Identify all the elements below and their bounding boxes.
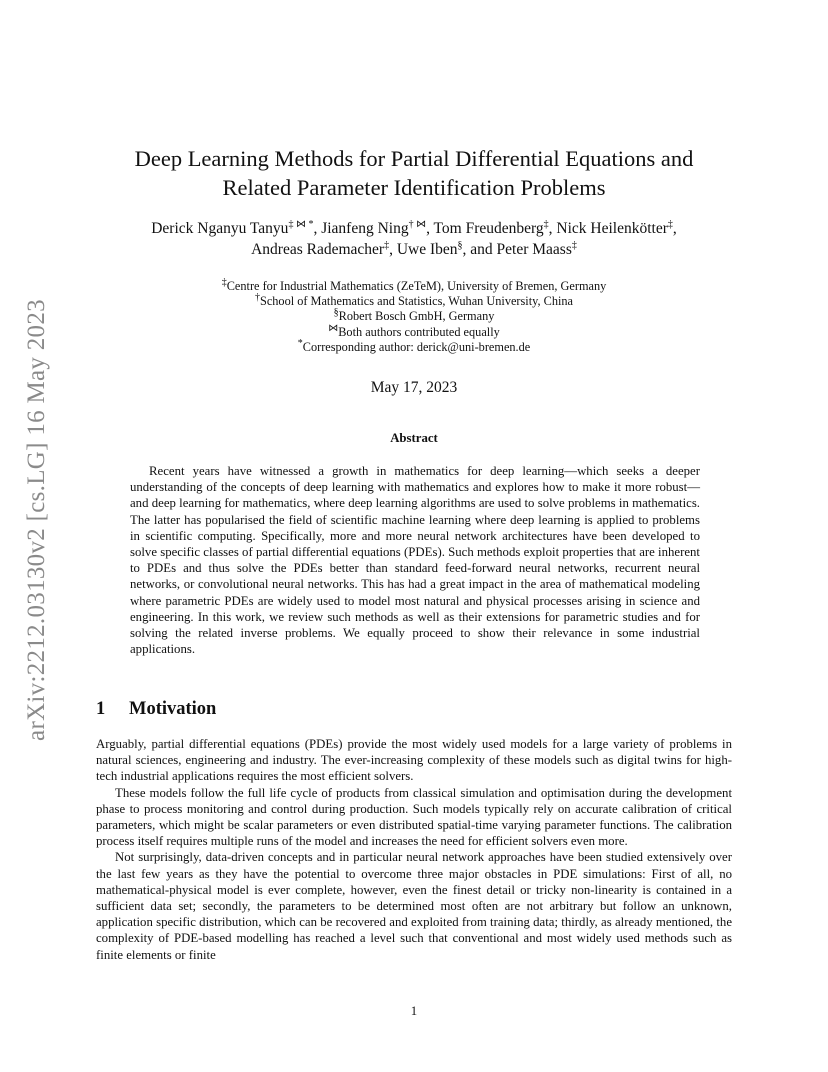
affiliation-text: Robert Bosch GmbH, Germany bbox=[338, 309, 495, 324]
affiliation-text: Both authors contributed equally bbox=[338, 324, 500, 339]
arxiv-stamp bbox=[22, 280, 52, 760]
affiliation-text: Centre for Industrial Mathematics (ZeTeM), University of Bremen, Germany bbox=[226, 279, 607, 293]
author-marks: ‡ bbox=[543, 218, 549, 230]
author-line-2 bbox=[96, 239, 732, 260]
affiliation-line bbox=[96, 322, 732, 340]
affiliation-line bbox=[96, 294, 732, 309]
paragraph: Not surprisingly, data-driven concepts and in particular neural network approaches have been studied extensively over the last few years as they have the potential to overcome three major obstacles in PDE simulations: First of all, no mathematical-physical model is ever complete, however, even the finest detail or tricky non-linearity is contained in a sufficient data set; secondly, the parameters to be determined most often are not arbitrary but follow an unknown, application specific distribution, which can be recovered and exploited from training data; thirdly, as already mentioned, the complexity of PDE-based modelling has reached a level such that conventional and most widely used methods such as finite elements or finite bbox=[96, 850, 732, 962]
affiliation-mark: * bbox=[297, 337, 303, 349]
affiliation-line bbox=[96, 276, 732, 294]
publication-date: May 17, 2023 bbox=[370, 379, 458, 396]
affiliation-line bbox=[96, 337, 732, 355]
author-marks: § bbox=[457, 239, 463, 251]
affiliation-mark: ⋈ bbox=[328, 322, 339, 334]
abstract-text: Recent years have witnessed a growth in mathematics for deep learning—which seeks a deeper understanding of the concepts of deep learning with mathematics and explores how to make it more robust—and deep learning for mathematics, where deep learning algorithms are used to solve problems in mathematics. The latter has popularised the field of scientific machine learning where deep learning is applied to problems in scientific computing. Specifically, more and more neural network architectures have been developed to solve specific classes of partial differential equations (PDEs). Such methods exploit properties that are inherent to PDEs and thus solve the PDEs better than standard feed-forward neural networks, recurrent neural networks, or convolutional neural networks. This has had a great impact in the area of mathematical modeling where parametric PDEs are widely used to model most natural and physical processes arising in science and engineering. In this work, we review such methods as well as their extensions for parametric studies and for solving the related inverse problems. We equally proceed to show their relevance in some industrial applications. bbox=[130, 464, 700, 657]
page-number: 1 bbox=[410, 1004, 418, 1018]
author-name: , Jianfeng Ning bbox=[313, 220, 409, 237]
author-line-1 bbox=[96, 218, 732, 239]
affiliation-text: Corresponding author: derick@uni-bremen.de bbox=[302, 339, 531, 354]
section-title: Motivation bbox=[129, 699, 217, 719]
affiliation-text: School of Mathematics and Statistics, Wuhan University, China bbox=[259, 294, 574, 309]
author-separator: , bbox=[672, 220, 677, 237]
affiliation-mark: † bbox=[254, 292, 260, 304]
author-list bbox=[96, 218, 732, 260]
title-line-2: Related Parameter Identification Problems bbox=[222, 175, 606, 200]
author-marks: ‡ bbox=[384, 239, 390, 251]
author-marks: ‡ ⋈ * bbox=[288, 218, 314, 230]
author-marks: † ⋈ bbox=[408, 218, 427, 230]
section-number: 1 bbox=[96, 699, 106, 719]
author-marks: ‡ bbox=[667, 218, 673, 230]
section-body bbox=[96, 736, 732, 963]
title-line-1: Deep Learning Methods for Partial Differential Equations and bbox=[134, 146, 694, 171]
affiliation-line bbox=[96, 309, 732, 324]
section-heading bbox=[96, 699, 216, 720]
arxiv-id: arXiv:2212.03130v2 [cs.LG] 16 May 2023 bbox=[23, 299, 50, 741]
author-name: , and Peter Maass bbox=[462, 241, 572, 258]
affiliation-mark: § bbox=[333, 307, 339, 319]
author-name: , Nick Heilenkötter bbox=[548, 220, 668, 237]
author-name: Andreas Rademacher bbox=[251, 241, 385, 258]
paragraph: Arguably, partial differential equations (PDEs) provide the most widely used models for a large variety of problems in natural sciences, engineering and industry. The ever-increasing complexity of these models such as digital twins for high-tech industrial applications requires the most efficient solvers. bbox=[96, 737, 732, 784]
affiliations bbox=[96, 276, 732, 355]
author-marks: ‡ bbox=[571, 239, 577, 251]
paragraph: These models follow the full life cycle of products from classical simulation and optimisation during the development phase to process monitoring and control during production. Such models typically rely on accurate calibration of critical parameters, which might be scalar parameters or even distributed spatial-time varying parameter functions. The calibration process itself requires multiple runs of the model and increases the need for efficient solvers even more. bbox=[96, 785, 732, 849]
author-name: , Tom Freudenberg bbox=[426, 220, 544, 237]
paper-title bbox=[96, 144, 732, 202]
author-name: Derick Nganyu Tanyu bbox=[151, 220, 289, 237]
author-name: , Uwe Iben bbox=[389, 241, 458, 258]
affiliation-mark: ‡ bbox=[221, 276, 227, 288]
abstract-heading: Abstract bbox=[390, 431, 438, 445]
